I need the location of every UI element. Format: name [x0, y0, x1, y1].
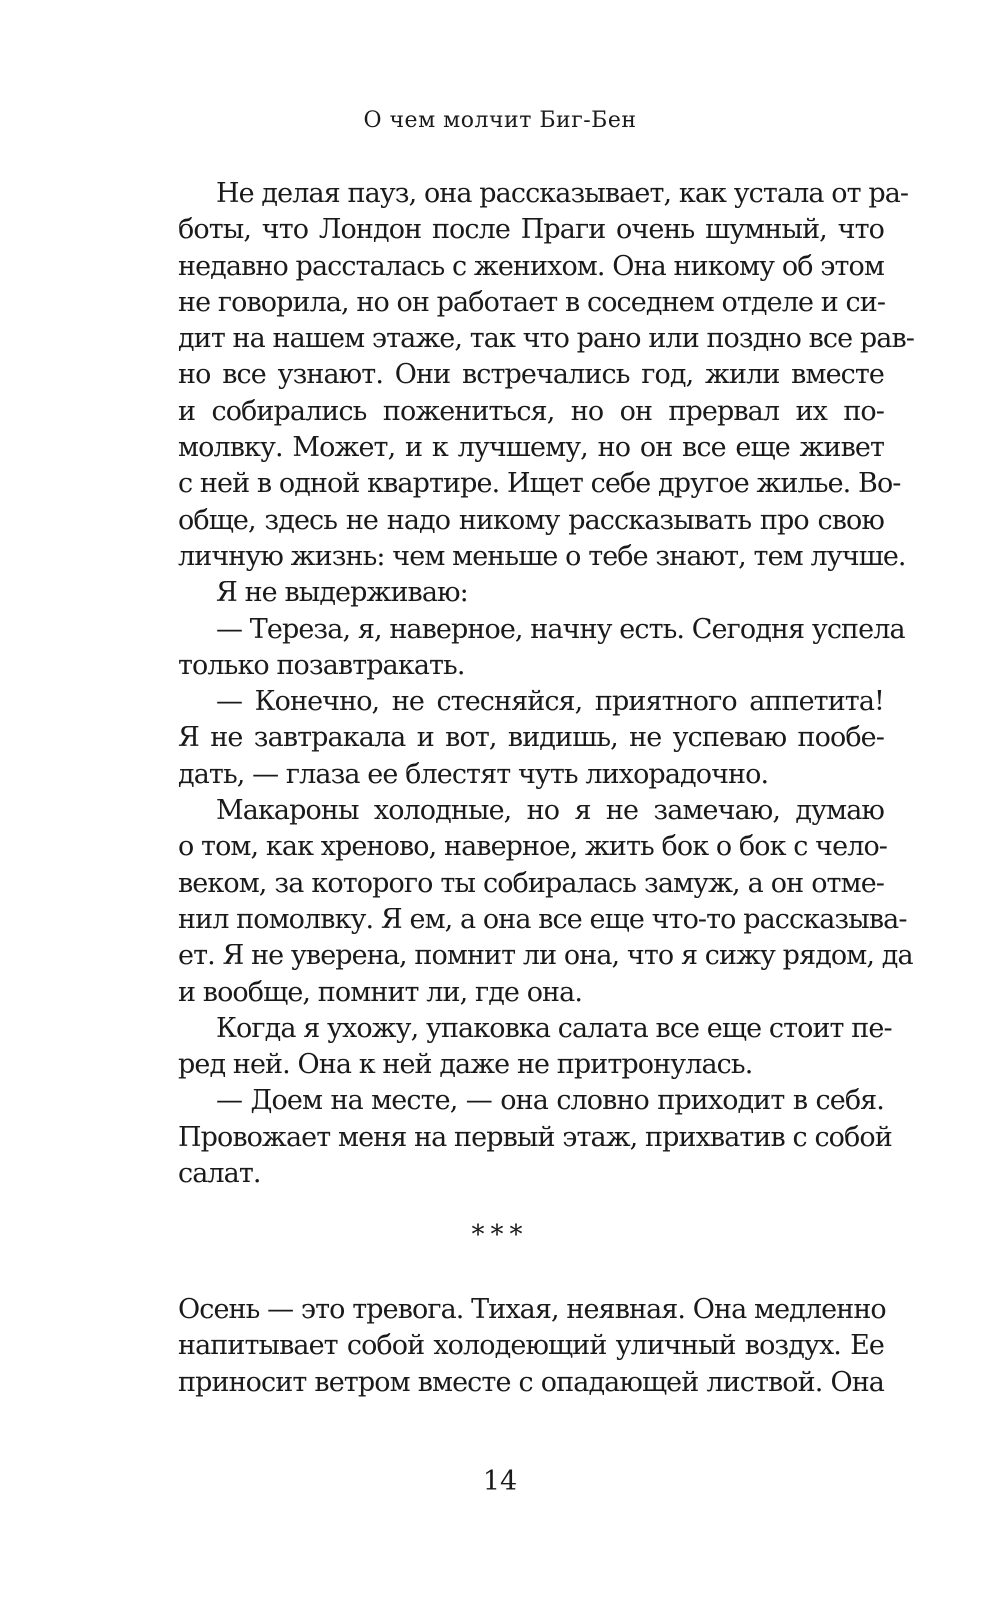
text-line: Осень — это тревога. Тихая, неявная. Она медленно [178, 1294, 886, 1325]
running-head: О чем молчит Биг-Бен [363, 108, 637, 133]
text-line: молвку. Может, и к лучшему, но он все еще живет [178, 432, 884, 464]
text-line: дать, — глаза ее блестят чуть лихорадочно. [178, 758, 769, 790]
text-line: — Доем на месте, — она словно приходит в себя. [216, 1085, 884, 1117]
text-line: не говорила, но он работает в соседнем отделе и си- [178, 286, 886, 318]
text-line: но все узнают. Они встречались год, жили вместе [178, 359, 884, 391]
text-line: Я не завтракала и вот, видишь, не успеваю пообе- [178, 722, 884, 754]
text-line: Провожает меня на первый этаж, прихватив с собой [178, 1121, 892, 1153]
text-line: боты, что Лондон после Праги очень шумный, что [178, 214, 884, 246]
text-line: — Тереза, я, наверное, начну есть. Сегодня успела [216, 613, 905, 645]
text-line: дит на нашем этаже, так что рано или поздно все рав- [178, 323, 914, 355]
text-line: салат. [178, 1158, 261, 1190]
text-line: Макароны холодные, но я не замечаю, думаю [216, 795, 884, 827]
page-number: 14 [482, 1466, 518, 1497]
section-separator: *** [471, 1220, 529, 1250]
text-line: веком, за которого ты собиралась замуж, а он отме- [178, 867, 884, 899]
text-line: о том, как хреново, наверное, жить бок о бок с чело- [178, 831, 888, 863]
text-line: приносит ветром вместе с опадающей листвой. Она [178, 1366, 884, 1398]
text-line: с ней в одной квартире. Ищет себе другое жилье. Во- [178, 468, 901, 500]
text-line: Когда я ухожу, упаковка салата все еще стоит пе- [216, 1012, 892, 1044]
body-text-block-2 [178, 1292, 884, 1401]
text-line: обще, здесь не надо никому рассказывать про свою [178, 504, 884, 536]
text-line: ред ней. Она к ней даже не притронулась. [178, 1049, 753, 1081]
text-line: ет. Я не уверена, помнит ли она, что я сижу рядом, да [178, 940, 913, 972]
body-text-block [178, 176, 914, 1192]
text-line: нил помолвку. Я ем, а она все еще что-то рассказыва- [178, 903, 907, 935]
text-line: Я не выдерживаю: [216, 577, 468, 609]
text-line: личную жизнь: чем меньше о тебе знают, тем лучше. [178, 540, 906, 572]
text-line: и собирались пожениться, но он прервал их по- [178, 395, 884, 427]
text-line: только позавтракать. [178, 649, 465, 681]
text-line: недавно рассталась с женихом. Она никому об этом [178, 250, 884, 282]
text-line: напитывает собой холодеющий уличный воздух. Ее [178, 1330, 884, 1362]
text-line: — Конечно, не стесняйся, приятного аппетита! [216, 686, 884, 718]
text-line: Не делая пауз, она рассказывает, как устала от ра- [216, 178, 909, 209]
text-line: и вообще, помнит ли, где она. [178, 976, 583, 1008]
